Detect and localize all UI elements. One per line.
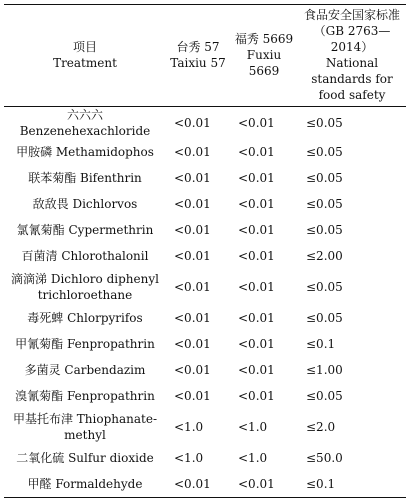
header-taixiu: 台秀 57 Taixiu 57 [170, 40, 226, 70]
row-fuxiu-value: <0.01 [238, 145, 275, 159]
row-standard-value: ≤0.1 [306, 337, 336, 351]
row-standard-value: ≤0.05 [306, 197, 343, 211]
table-row [4, 305, 406, 331]
row-treatment: 甲醛 Formaldehyde [27, 477, 143, 491]
row-taixiu-value: <0.01 [174, 197, 211, 211]
row-taixiu-value: <0.01 [174, 145, 211, 159]
row-treatment: 甲胺磷 Methamidophos [16, 145, 154, 159]
table-row [4, 191, 406, 217]
row-taixiu-value: <0.01 [174, 363, 211, 377]
table-header [4, 5, 406, 107]
row-standard-value: ≤0.05 [306, 389, 343, 403]
row-treatment: 甲基托布津 Thiophanate-methyl [12, 412, 158, 442]
header-item [4, 5, 166, 107]
table-row [4, 357, 406, 383]
row-taixiu-value: <0.01 [174, 223, 211, 237]
row-fuxiu-value: <0.01 [238, 249, 275, 263]
row-standard-value: ≤0.05 [306, 145, 343, 159]
header-item-en: Treatment [53, 56, 117, 70]
header-row [4, 5, 406, 107]
row-standard-value: ≤0.1 [306, 477, 336, 491]
row-standard-value: ≤2.00 [306, 249, 343, 263]
row-treatment: 滴滴涕 Dichloro diphenyl trichloroethane [11, 272, 159, 302]
table-row [4, 471, 406, 498]
table-row [4, 139, 406, 165]
table-row [4, 331, 406, 357]
row-fuxiu-value: <0.01 [238, 171, 275, 185]
row-standard-value: ≤50.0 [306, 451, 343, 465]
table-row [4, 243, 406, 269]
header-standard [298, 5, 406, 107]
row-fuxiu-value: <1.0 [238, 451, 268, 465]
row-taixiu-value: <1.0 [174, 420, 204, 434]
table-body [4, 107, 406, 498]
row-taixiu-value: <1.0 [174, 451, 204, 465]
table-row [4, 445, 406, 471]
row-treatment: 溴氰菊酯 Fenpropathrin [15, 389, 155, 403]
row-standard-value: ≤0.05 [306, 171, 343, 185]
row-taixiu-value: <0.01 [174, 280, 211, 294]
row-fuxiu-value: <0.01 [238, 337, 275, 351]
row-standard-value: ≤0.05 [306, 280, 343, 294]
header-standard-en: National standards for food safety [311, 56, 393, 102]
row-treatment: 毒死蜱 Chlorpyrifos [27, 311, 143, 325]
row-treatment: 甲氰菊酯 Fenpropathrin [15, 337, 155, 351]
row-taixiu-value: <0.01 [174, 477, 211, 491]
row-taixiu-value: <0.01 [174, 311, 211, 325]
row-fuxiu-value: <0.01 [238, 280, 275, 294]
row-treatment: 敌敌畏 Dichlorvos [32, 197, 138, 211]
row-fuxiu-value: <0.01 [238, 116, 275, 130]
row-standard-value: ≤0.05 [306, 116, 343, 130]
row-fuxiu-value: <0.01 [238, 477, 275, 491]
row-treatment: 百菌清 Chlorothalonil [21, 249, 149, 263]
row-treatment: 氯氰菊酯 Cypermethrin [16, 223, 154, 237]
row-taixiu-value: <0.01 [174, 116, 211, 130]
row-standard-value: ≤1.00 [306, 363, 343, 377]
row-taixiu-value: <0.01 [174, 249, 211, 263]
row-taixiu-value: <0.01 [174, 171, 211, 185]
table-row [4, 269, 406, 305]
row-fuxiu-value: <0.01 [238, 197, 275, 211]
row-treatment: 多菌灵 Carbendazim [24, 363, 146, 377]
row-treatment: 联苯菊酯 Bifenthrin [28, 171, 142, 185]
header-fuxiu: 福秀 5669 Fuxiu 5669 [234, 32, 294, 78]
row-fuxiu-value: <0.01 [238, 311, 275, 325]
row-standard-value: ≤2.0 [306, 420, 336, 434]
pesticide-residue-table [4, 4, 406, 498]
row-treatment: 二氧化硫 Sulfur dioxide [16, 451, 154, 465]
row-taixiu-value: <0.01 [174, 389, 211, 403]
row-standard-value: ≤0.05 [306, 223, 343, 237]
table-row [4, 217, 406, 243]
row-fuxiu-value: <1.0 [238, 420, 268, 434]
table-row [4, 107, 406, 140]
row-fuxiu-value: <0.01 [238, 223, 275, 237]
row-treatment: 六六六 Benzenehexachloride [19, 108, 151, 138]
header-item-zh: 项目 [72, 40, 97, 54]
row-fuxiu-value: <0.01 [238, 389, 275, 403]
row-fuxiu-value: <0.01 [238, 363, 275, 377]
header-standard-zh: 食品安全国家标准 （GB 2763—2014） [303, 8, 400, 54]
row-standard-value: ≤0.05 [306, 311, 343, 325]
row-taixiu-value: <0.01 [174, 337, 211, 351]
table-row [4, 383, 406, 409]
table-row [4, 165, 406, 191]
